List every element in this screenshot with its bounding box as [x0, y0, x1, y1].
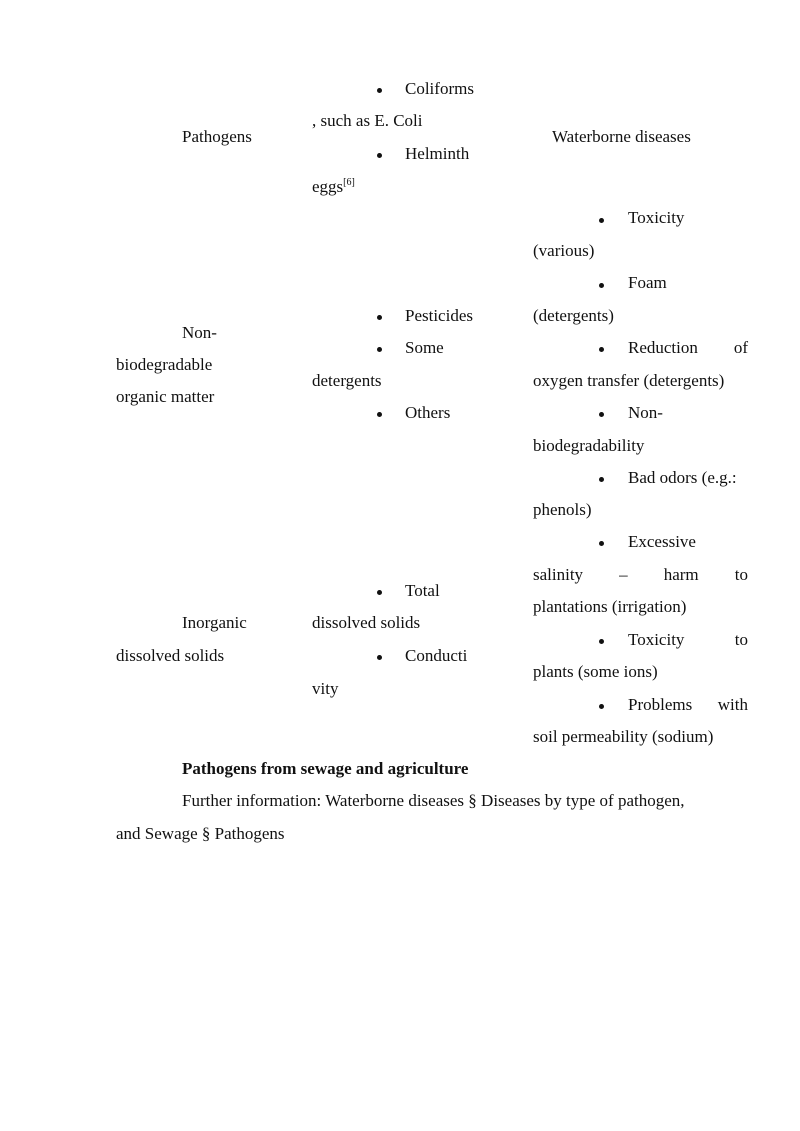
- effect-problems-cont: soil permeability (sodium): [533, 727, 714, 746]
- bullet-icon: [599, 477, 604, 482]
- bullet-icon: [377, 412, 382, 417]
- effect-nonbio: Non-: [628, 403, 663, 422]
- word: salinity: [533, 565, 584, 584]
- effect-reduction-cont: oxygen transfer (detergents): [533, 371, 725, 390]
- example-pesticides: Pesticides: [405, 306, 473, 325]
- effect-reduction: [628, 337, 748, 359]
- effect-salinity-cont: plantations (irrigation): [533, 597, 687, 616]
- bullet-icon: [377, 153, 382, 158]
- bullet-icon: [599, 541, 604, 546]
- effect-foam-cont: (detergents): [533, 306, 614, 325]
- effect-salinity: [533, 564, 748, 586]
- example-some: Some: [405, 338, 444, 357]
- example-coliforms-cont: , such as E. Coli: [312, 111, 423, 130]
- reference-6[interactable]: [6]: [343, 177, 355, 188]
- word: Problems: [628, 695, 693, 714]
- example-detergents: detergents: [312, 371, 382, 390]
- section-heading: Pathogens from sewage and agriculture: [182, 759, 469, 778]
- nonbio-label-line3: organic matter: [116, 387, 215, 406]
- word: Toxicity: [628, 630, 685, 649]
- effect-odors: Bad odors (e.g.:: [628, 468, 737, 487]
- example-coliforms: Coliforms: [405, 79, 474, 98]
- example-helminth: Helminth: [405, 144, 470, 163]
- bullet-icon: [377, 655, 382, 660]
- word: Reduction: [628, 338, 698, 357]
- bullet-icon: [377, 315, 382, 320]
- further-info-line1: Further information: Waterborne diseases § Diseases by type of pathogen,: [182, 791, 685, 810]
- word: to: [734, 565, 748, 584]
- effect-toxicity: Toxicity: [628, 208, 685, 227]
- bullet-icon: [599, 639, 604, 644]
- helminth-eggs-text: eggs: [312, 177, 344, 196]
- example-helminth-cont: [312, 176, 355, 198]
- bullet-icon: [599, 283, 604, 288]
- pathogens-effect: Waterborne diseases: [552, 127, 691, 146]
- bullet-icon: [599, 704, 604, 709]
- effect-toxicity-plants-cont: plants (some ions): [533, 662, 658, 681]
- word: to: [734, 630, 748, 649]
- example-conduct: Conducti: [405, 646, 468, 665]
- nonbio-label-line2: biodegradable: [116, 355, 213, 374]
- bullet-icon: [377, 347, 382, 352]
- bullet-icon: [599, 347, 604, 352]
- nonbio-label-line1: Non-: [182, 323, 217, 342]
- effect-nonbio-cont: biodegradability: [533, 436, 645, 455]
- word: –: [619, 565, 628, 584]
- word: with: [717, 695, 748, 714]
- word: harm: [663, 565, 699, 584]
- example-total: Total: [405, 581, 440, 600]
- bullet-icon: [377, 590, 382, 595]
- inorganic-label-line1: Inorganic: [182, 613, 247, 632]
- effect-problems: [628, 694, 748, 716]
- effect-toxicity-cont: (various): [533, 241, 595, 260]
- effect-odors-cont: phenols): [533, 500, 592, 519]
- bullet-icon: [377, 88, 382, 93]
- further-info-line2: and Sewage § Pathogens: [116, 824, 285, 843]
- word: of: [733, 338, 748, 357]
- example-conduct-cont: vity: [312, 679, 339, 698]
- pathogens-label: Pathogens: [182, 127, 252, 146]
- inorganic-label-line2: dissolved solids: [116, 646, 225, 665]
- example-total-cont: dissolved solids: [312, 613, 421, 632]
- bullet-icon: [599, 218, 604, 223]
- effect-foam: Foam: [628, 273, 667, 292]
- effect-excessive: Excessive: [628, 532, 696, 551]
- example-others: Others: [405, 403, 451, 422]
- effect-toxicity-plants: [628, 629, 748, 651]
- bullet-icon: [599, 412, 604, 417]
